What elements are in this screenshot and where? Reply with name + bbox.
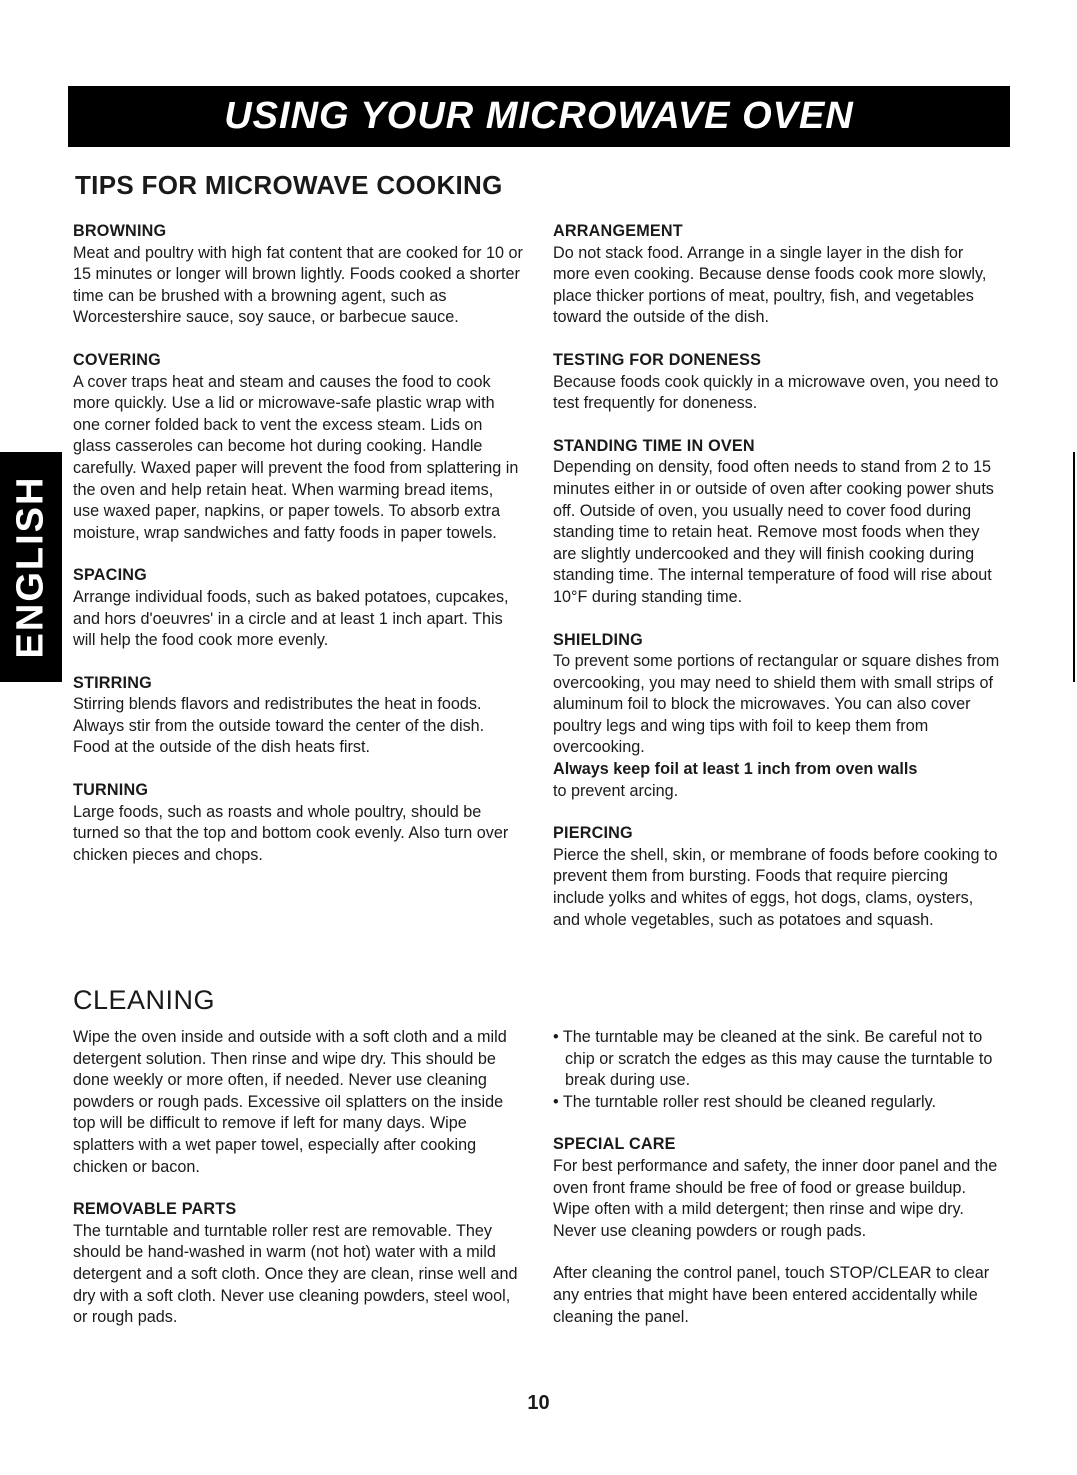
banner-title: USING YOUR MICROWAVE OVEN — [224, 95, 854, 137]
shielding-text-after: to prevent arcing. — [553, 781, 679, 800]
turning-heading: TURNING — [73, 781, 149, 800]
turning-block — [73, 780, 523, 866]
testing-heading: TESTING FOR DONENESS — [553, 350, 762, 369]
control-panel-text: After cleaning the control panel, touch STOP/CLEAR to clear any entries that might have been entered accidentally while cleaning the panel. — [553, 1264, 990, 1326]
language-side-tab — [0, 452, 62, 682]
shielding-text: To prevent some portions of rectangular or square dishes from overcooking, you may need to shield them with small strips of aluminum foil to block the microwaves. You can also cover poultry legs and wing tips with foil to keep them from overcooking. — [553, 652, 1000, 757]
control-panel-block — [553, 1263, 1003, 1328]
header-banner — [68, 86, 1010, 147]
cleaning-right-column — [553, 1027, 1003, 1349]
cleaning-intro-text: Wipe the oven inside and outside with a soft cloth and a mild detergent solution. Then rinse and wipe dry. This should be done weekly or more often, if needed. Never use cleaning powders or rough pads. Excessive oil splatters on the inside top will be difficult to remove if left for many days. Wipe splatters with a wet paper towel, especially after cooking chicken or bacon. — [73, 1028, 507, 1176]
cleaning-section-title: CLEANING — [73, 985, 216, 1015]
shielding-heading: SHIELDING — [553, 630, 643, 649]
testing-block — [553, 350, 1003, 415]
special-care-text: For best performance and safety, the inner door panel and the oven front frame should be free of food or grease buildup. Wipe often with a mild detergent; then rinse and wipe dry. Never use cleaning powders or rough pads. — [553, 1156, 998, 1240]
cleaning-intro-block — [73, 1027, 523, 1178]
stirring-text: Stirring blends flavors and redistributes the heat in foods. Always stir from the outside toward the center of the dish. Food at the outside of the dish heats first. — [73, 695, 485, 757]
spacing-block — [73, 565, 523, 651]
testing-text: Because foods cook quickly in a microwave oven, you need to test frequently for doneness. — [553, 372, 999, 413]
browning-block — [73, 221, 523, 329]
standing-block — [553, 436, 1003, 609]
covering-block — [73, 350, 523, 544]
spacing-text: Arrange individual foods, such as baked potatoes, cupcakes, and hors d'oeuvres' in a circle and at least 1 inch apart. This will help the food cook more evenly. — [73, 587, 509, 650]
page-number: 10 — [527, 1392, 550, 1414]
stirring-block — [73, 673, 523, 759]
tips-section-title: TIPS FOR MICROWAVE COOKING — [75, 170, 503, 200]
bullet-item: • The turntable roller rest should be cleaned regularly. — [553, 1092, 936, 1111]
bullet-item: • The turntable may be cleaned at the sink. Be careful not to chip or scratch the edges as this may cause the turntable to break during use. — [553, 1028, 993, 1090]
turntable-bullets — [553, 1027, 1003, 1113]
tips-left-column — [73, 221, 523, 887]
arrangement-block — [553, 221, 1003, 329]
standing-text: Depending on density, food often needs to stand from 2 to 15 minutes either in or outside of oven after cooking power shuts off. Outside of oven, you usually need to cover food during standing time to retain heat. Remove most foods when they are slightly undercooked and they will finish cooking during standing time. The internal temperature of food will rise about 10°F during standing time. — [553, 458, 994, 606]
browning-text: Meat and poultry with high fat content that are cooked for 10 or 15 minutes or longer will brown lightly. Foods cooked a shorter time can be brushed with a browning agent, such as Worcestershire sauce, soy sauce, or barbecue sauce. — [73, 243, 523, 327]
piercing-heading: PIERCING — [553, 824, 633, 843]
cleaning-left-column — [73, 1027, 523, 1350]
tips-right-column — [553, 221, 1003, 952]
arrangement-text: Do not stack food. Arrange in a single layer in the dish for more even cooking. Because dense foods cook more slowly, place thicker portions of meat, poultry, fish, and vegetables toward the outside of the dish. — [553, 243, 987, 327]
spacing-heading: SPACING — [73, 566, 147, 585]
special-care-block — [553, 1134, 1003, 1242]
special-care-heading: SPECIAL CARE — [553, 1135, 676, 1154]
arrangement-heading: ARRANGEMENT — [553, 222, 683, 240]
removable-parts-heading: REMOVABLE PARTS — [73, 1200, 237, 1219]
piercing-text: Pierce the shell, skin, or membrane of foods before cooking to prevent them from bursting. Foods that require piercing include yolks and whites of eggs, hot dogs, clams, oysters, and whole vegetables, such as potatoes and squash. — [553, 845, 998, 929]
removable-parts-text: The turntable and turntable roller rest are removable. They should be hand-washed in warm (not hot) water with a mild detergent and a soft cloth. Once they are clean, rinse well and dry with a soft cloth. Never use cleaning powders, steel wool, or rough pads. — [73, 1221, 518, 1327]
shielding-warning: Always keep foil at least 1 inch from oven walls — [553, 760, 918, 779]
right-edge-rule — [1073, 452, 1075, 682]
shielding-block — [553, 630, 1003, 803]
removable-parts-block — [73, 1199, 523, 1329]
standing-heading: STANDING TIME IN OVEN — [553, 436, 755, 455]
turning-text: Large foods, such as roasts and whole poultry, should be turned so that the top and bottom cook evenly. Also turn over chicken pieces and chops. — [73, 802, 509, 864]
piercing-block — [553, 823, 1003, 931]
covering-heading: COVERING — [73, 350, 161, 369]
stirring-heading: STIRRING — [73, 673, 152, 692]
covering-text: A cover traps heat and steam and causes the food to cook more quickly. Use a lid or microwave-safe plastic wrap with one corner folded back to vent the excess steam. Lids on glass casseroles can become hot during cooking. Handle carefully. Waxed paper will prevent the food from splattering in the oven and help retain heat. When warming bread items, use waxed paper, napkins, or paper towels. To absorb extra moisture, wrap sandwiches and fatty foods in paper towels. — [73, 372, 519, 542]
browning-heading: BROWNING — [73, 222, 167, 240]
side-tab-label: ENGLISH — [9, 475, 52, 659]
